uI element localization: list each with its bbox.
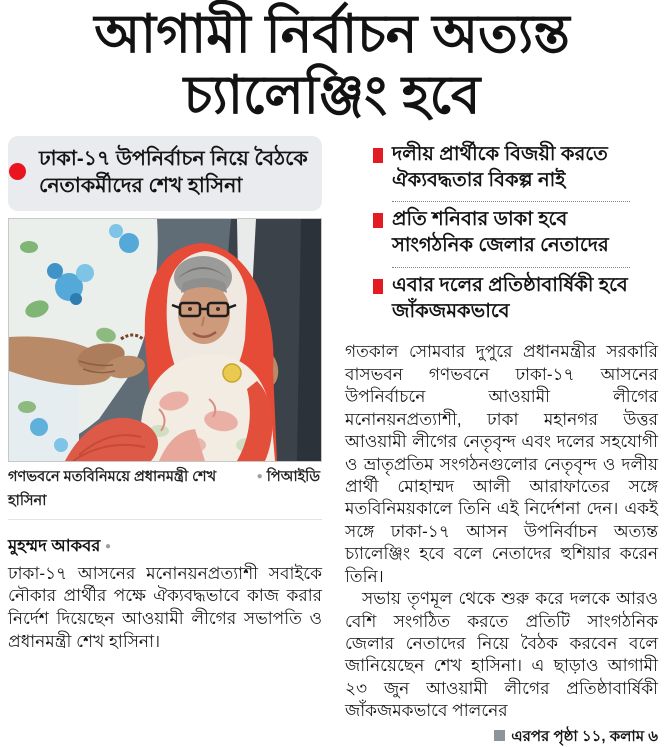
headline-line-2: চ্যালেঞ্জিং হবে: [183, 66, 481, 126]
bullet-text: এবার দলের প্রতিষ্ঠাবার্ষিকী হবে জাঁকজমকভাবে: [392, 273, 628, 322]
byline-name: মুহম্মদ আকবর: [8, 536, 101, 555]
bullet-item: [373, 202, 630, 266]
lede-paragraph: ঢাকা-১৭ আসনের মনোনয়নপ্রত্যাশী সবাইকে নৌকার প্রার্থীর পক্ষে ঐক্যবদ্ধভাবে কাজ করার নির্দেশ দিয়েছেন আওয়ামী লীগের সভাপতি ও প্রধানমন্ত্রী শেখ হাসিনা।: [8, 563, 322, 651]
red-square-bullet-icon: [373, 148, 383, 163]
jump-square-icon: [494, 730, 505, 741]
red-square-bullet-icon: [373, 279, 383, 294]
body-paragraph-2-text: সভায় তৃণমূল থেকে শুরু করে দলকে আরও বেশি সংগঠিত করতে প্রতিটি সাংগঠনিক জেলার নেতাদের নিয়ে বৈঠক করবেন বলে জানিয়েছেন শেখ হাসিনা। এ ছাড়াও আগামী ২৩ জুন আওয়ামী লীগের প্রতিষ্ঠাবার্ষিকী জাঁকজমকভাবে পালনের: [345, 589, 658, 721]
article-columns: [0, 136, 664, 747]
bullet-text: প্রতি শনিবার ডাকা হবে সাংগঠনিক জেলার নেতাদের: [392, 208, 609, 257]
right-column: [345, 136, 658, 747]
subheadline-box: [8, 136, 322, 211]
body-paragraph-1: গতকাল সোমবার দুপুরে প্রধানমন্ত্রীর সরকারি বাসভবন গণভবনে ঢাকা-১৭ আসনের উপনির্বাচনে আওয়ামী লীগের মনোনয়নপ্রত্যাশী, ঢাকা মহানগর উত্তর আওয়ামী লীগের নেতৃবৃন্দ এবং দলের সহযোগী ও ভ্রাতৃপ্রতিম সংগঠনগুলোর নেতৃবৃন্দ ও দলীয় প্রার্থী মোহাম্মদ আলী আরাফাতের সঙ্গে মতবিনিময়কালে তিনি এই নির্দেশনা দেন। একই সঙ্গে ঢাকা-১৭ আসন উপনির্বাচন অত্যন্ত চ্যালেঞ্জিং হবে বলে নেতাদের হুশিয়ার করেন তিনি।: [345, 342, 658, 586]
left-column: [8, 136, 322, 747]
bullet-item: [373, 137, 630, 201]
bullet-text: দলীয় প্রার্থীকে বিজয়ী করতে ঐক্যবদ্ধতার বিকল্প নাই: [392, 142, 608, 191]
photo-caption: গণভবনে মতবিনিময়ে প্রধানমন্ত্রী শেখ হাসিনা: [8, 468, 217, 509]
continuation-label: এরপর পৃষ্ঠা ১১, কলাম ৬: [511, 727, 658, 745]
photo-credit-label: পিআইডি: [266, 468, 320, 485]
red-square-bullet-icon: [373, 213, 383, 228]
continuation-notice: [477, 727, 658, 747]
body-paragraph-2: [345, 588, 658, 745]
highlight-bullets: [373, 137, 630, 332]
photo-credit: [257, 466, 320, 490]
article-headline: [0, 0, 664, 127]
photo-caption-row: [8, 462, 322, 520]
byline: [8, 533, 322, 560]
red-dot-icon: [9, 163, 26, 180]
photo-sheikh-hasina: [8, 218, 322, 462]
byline-dot-icon: ●: [104, 540, 112, 552]
photo-illustration: [9, 219, 321, 461]
headline-line-1: আগামী নির্বাচন অত্যন্ত: [94, 5, 570, 64]
bullet-item: [373, 268, 630, 332]
article-body: [345, 341, 658, 745]
subheadline-text: ঢাকা-১৭ উপনির্বাচন নিয়ে বৈঠকে নেতাকর্মীদের শেখ হাসিনা: [39, 146, 308, 198]
credit-dot-icon: ●: [256, 470, 263, 482]
